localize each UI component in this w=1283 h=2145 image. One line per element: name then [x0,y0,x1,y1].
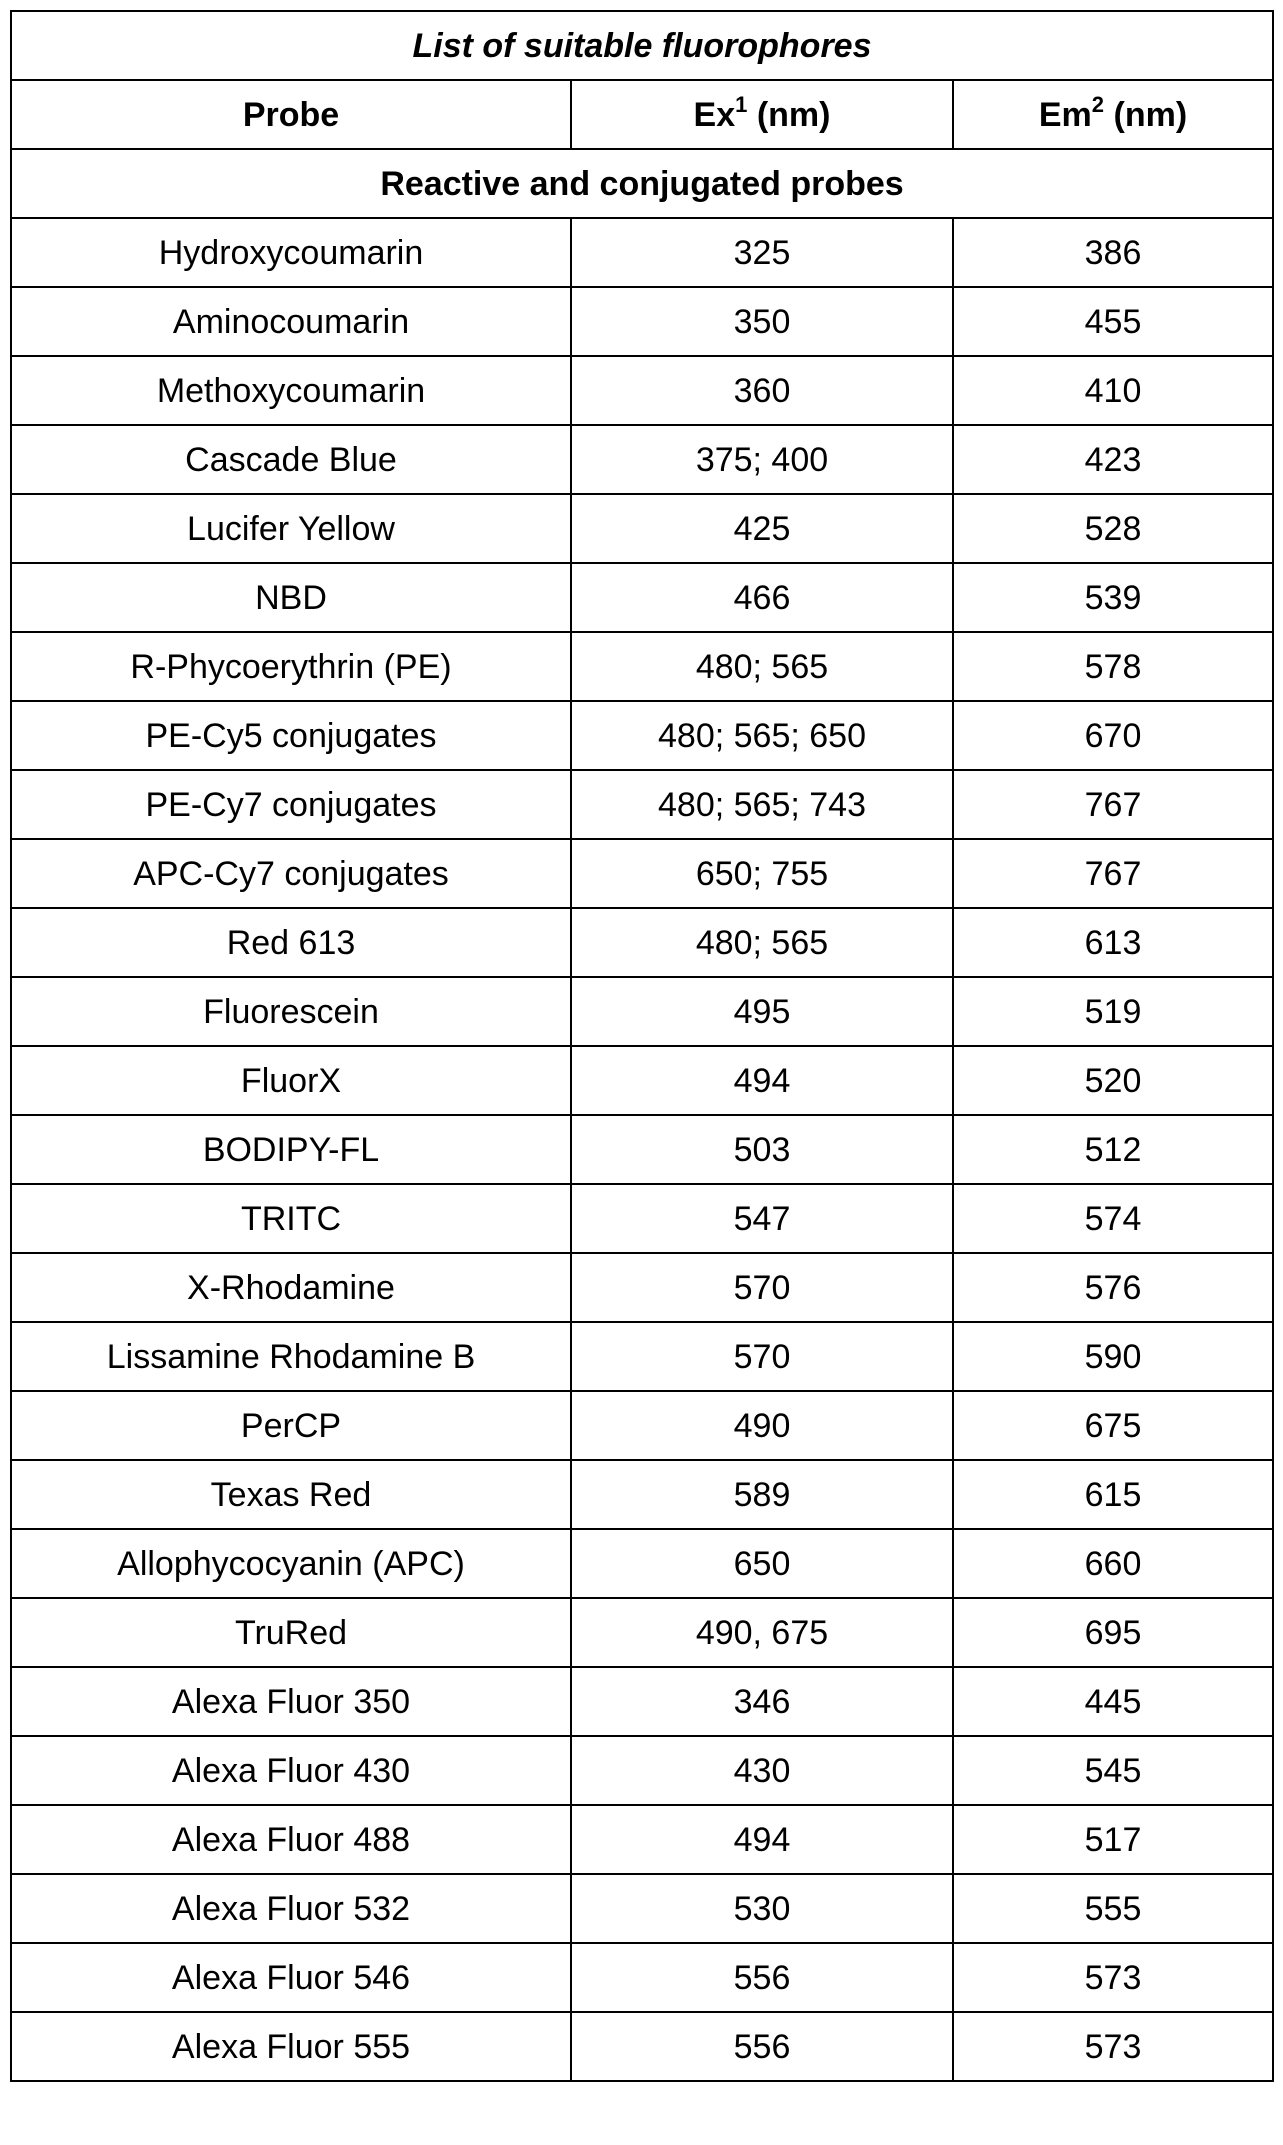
cell-ex: 547 [571,1184,953,1253]
cell-em: 423 [953,425,1273,494]
table-row [11,1184,1273,1253]
cell-em: 545 [953,1736,1273,1805]
cell-em: 528 [953,494,1273,563]
cell-probe: FluorX [11,1046,571,1115]
cell-ex: 503 [571,1115,953,1184]
cell-ex: 490, 675 [571,1598,953,1667]
table-row [11,2012,1273,2081]
cell-ex: 490 [571,1391,953,1460]
cell-ex: 570 [571,1253,953,1322]
cell-ex: 325 [571,218,953,287]
table-row [11,770,1273,839]
table-row [11,218,1273,287]
table-row [11,1253,1273,1322]
cell-em: 660 [953,1529,1273,1598]
cell-em: 670 [953,701,1273,770]
cell-probe: Alexa Fluor 546 [11,1943,571,2012]
cell-probe: NBD [11,563,571,632]
fluorophore-table [10,10,1274,2082]
cell-probe: Alexa Fluor 430 [11,1736,571,1805]
cell-em: 578 [953,632,1273,701]
table-row [11,494,1273,563]
cell-probe: R-Phycoerythrin (PE) [11,632,571,701]
cell-em: 520 [953,1046,1273,1115]
cell-em: 767 [953,770,1273,839]
table-row [11,1391,1273,1460]
cell-probe: PE-Cy7 conjugates [11,770,571,839]
cell-probe: Red 613 [11,908,571,977]
table-title: List of suitable fluorophores [11,11,1273,80]
cell-em: 675 [953,1391,1273,1460]
cell-probe: Methoxycoumarin [11,356,571,425]
header-probe: Probe [11,80,571,149]
table-row [11,701,1273,770]
cell-ex: 650; 755 [571,839,953,908]
cell-ex: 360 [571,356,953,425]
cell-probe: Alexa Fluor 532 [11,1874,571,1943]
table-row [11,287,1273,356]
cell-em: 576 [953,1253,1273,1322]
table-row [11,839,1273,908]
cell-ex: 346 [571,1667,953,1736]
cell-em: 574 [953,1184,1273,1253]
section-row [11,149,1273,218]
table-row [11,356,1273,425]
cell-em: 590 [953,1322,1273,1391]
table-row [11,1805,1273,1874]
cell-ex: 530 [571,1874,953,1943]
section-heading: Reactive and conjugated probes [11,149,1273,218]
table-row [11,977,1273,1046]
cell-em: 519 [953,977,1273,1046]
table-row [11,1736,1273,1805]
cell-ex: 350 [571,287,953,356]
table-row [11,1322,1273,1391]
cell-ex: 494 [571,1046,953,1115]
header-emission: Em2 (nm) [953,80,1273,149]
cell-ex: 494 [571,1805,953,1874]
table-row [11,1115,1273,1184]
cell-em: 573 [953,2012,1273,2081]
cell-probe: Aminocoumarin [11,287,571,356]
cell-probe: PerCP [11,1391,571,1460]
title-row [11,11,1273,80]
table-body [11,218,1273,2081]
cell-ex: 375; 400 [571,425,953,494]
cell-em: 386 [953,218,1273,287]
cell-em: 455 [953,287,1273,356]
table-row [11,1460,1273,1529]
header-excitation: Ex1 (nm) [571,80,953,149]
cell-probe: BODIPY-FL [11,1115,571,1184]
table-row [11,1667,1273,1736]
cell-em: 517 [953,1805,1273,1874]
cell-em: 555 [953,1874,1273,1943]
cell-probe: TRITC [11,1184,571,1253]
cell-ex: 480; 565; 650 [571,701,953,770]
cell-probe: Lissamine Rhodamine B [11,1322,571,1391]
table-row [11,1529,1273,1598]
cell-ex: 556 [571,2012,953,2081]
cell-ex: 570 [571,1322,953,1391]
cell-probe: Texas Red [11,1460,571,1529]
cell-probe: TruRed [11,1598,571,1667]
cell-em: 695 [953,1598,1273,1667]
table-row [11,1046,1273,1115]
table-row [11,908,1273,977]
table-row [11,1598,1273,1667]
cell-em: 767 [953,839,1273,908]
cell-probe: Hydroxycoumarin [11,218,571,287]
cell-ex: 495 [571,977,953,1046]
cell-em: 539 [953,563,1273,632]
cell-ex: 556 [571,1943,953,2012]
cell-ex: 480; 565 [571,908,953,977]
cell-em: 573 [953,1943,1273,2012]
cell-probe: Fluorescein [11,977,571,1046]
cell-em: 410 [953,356,1273,425]
table-row [11,1874,1273,1943]
cell-ex: 430 [571,1736,953,1805]
cell-ex: 650 [571,1529,953,1598]
cell-probe: Cascade Blue [11,425,571,494]
table-row [11,563,1273,632]
cell-ex: 589 [571,1460,953,1529]
table-row [11,425,1273,494]
cell-ex: 480; 565; 743 [571,770,953,839]
cell-probe: PE-Cy5 conjugates [11,701,571,770]
table-row [11,1943,1273,2012]
cell-probe: Alexa Fluor 350 [11,1667,571,1736]
cell-probe: Alexa Fluor 488 [11,1805,571,1874]
cell-probe: X-Rhodamine [11,1253,571,1322]
cell-em: 445 [953,1667,1273,1736]
cell-em: 615 [953,1460,1273,1529]
cell-em: 512 [953,1115,1273,1184]
cell-ex: 480; 565 [571,632,953,701]
cell-em: 613 [953,908,1273,977]
cell-probe: Allophycocyanin (APC) [11,1529,571,1598]
cell-ex: 466 [571,563,953,632]
cell-ex: 425 [571,494,953,563]
header-row [11,80,1273,149]
table-row [11,632,1273,701]
cell-probe: Lucifer Yellow [11,494,571,563]
cell-probe: APC-Cy7 conjugates [11,839,571,908]
cell-probe: Alexa Fluor 555 [11,2012,571,2081]
